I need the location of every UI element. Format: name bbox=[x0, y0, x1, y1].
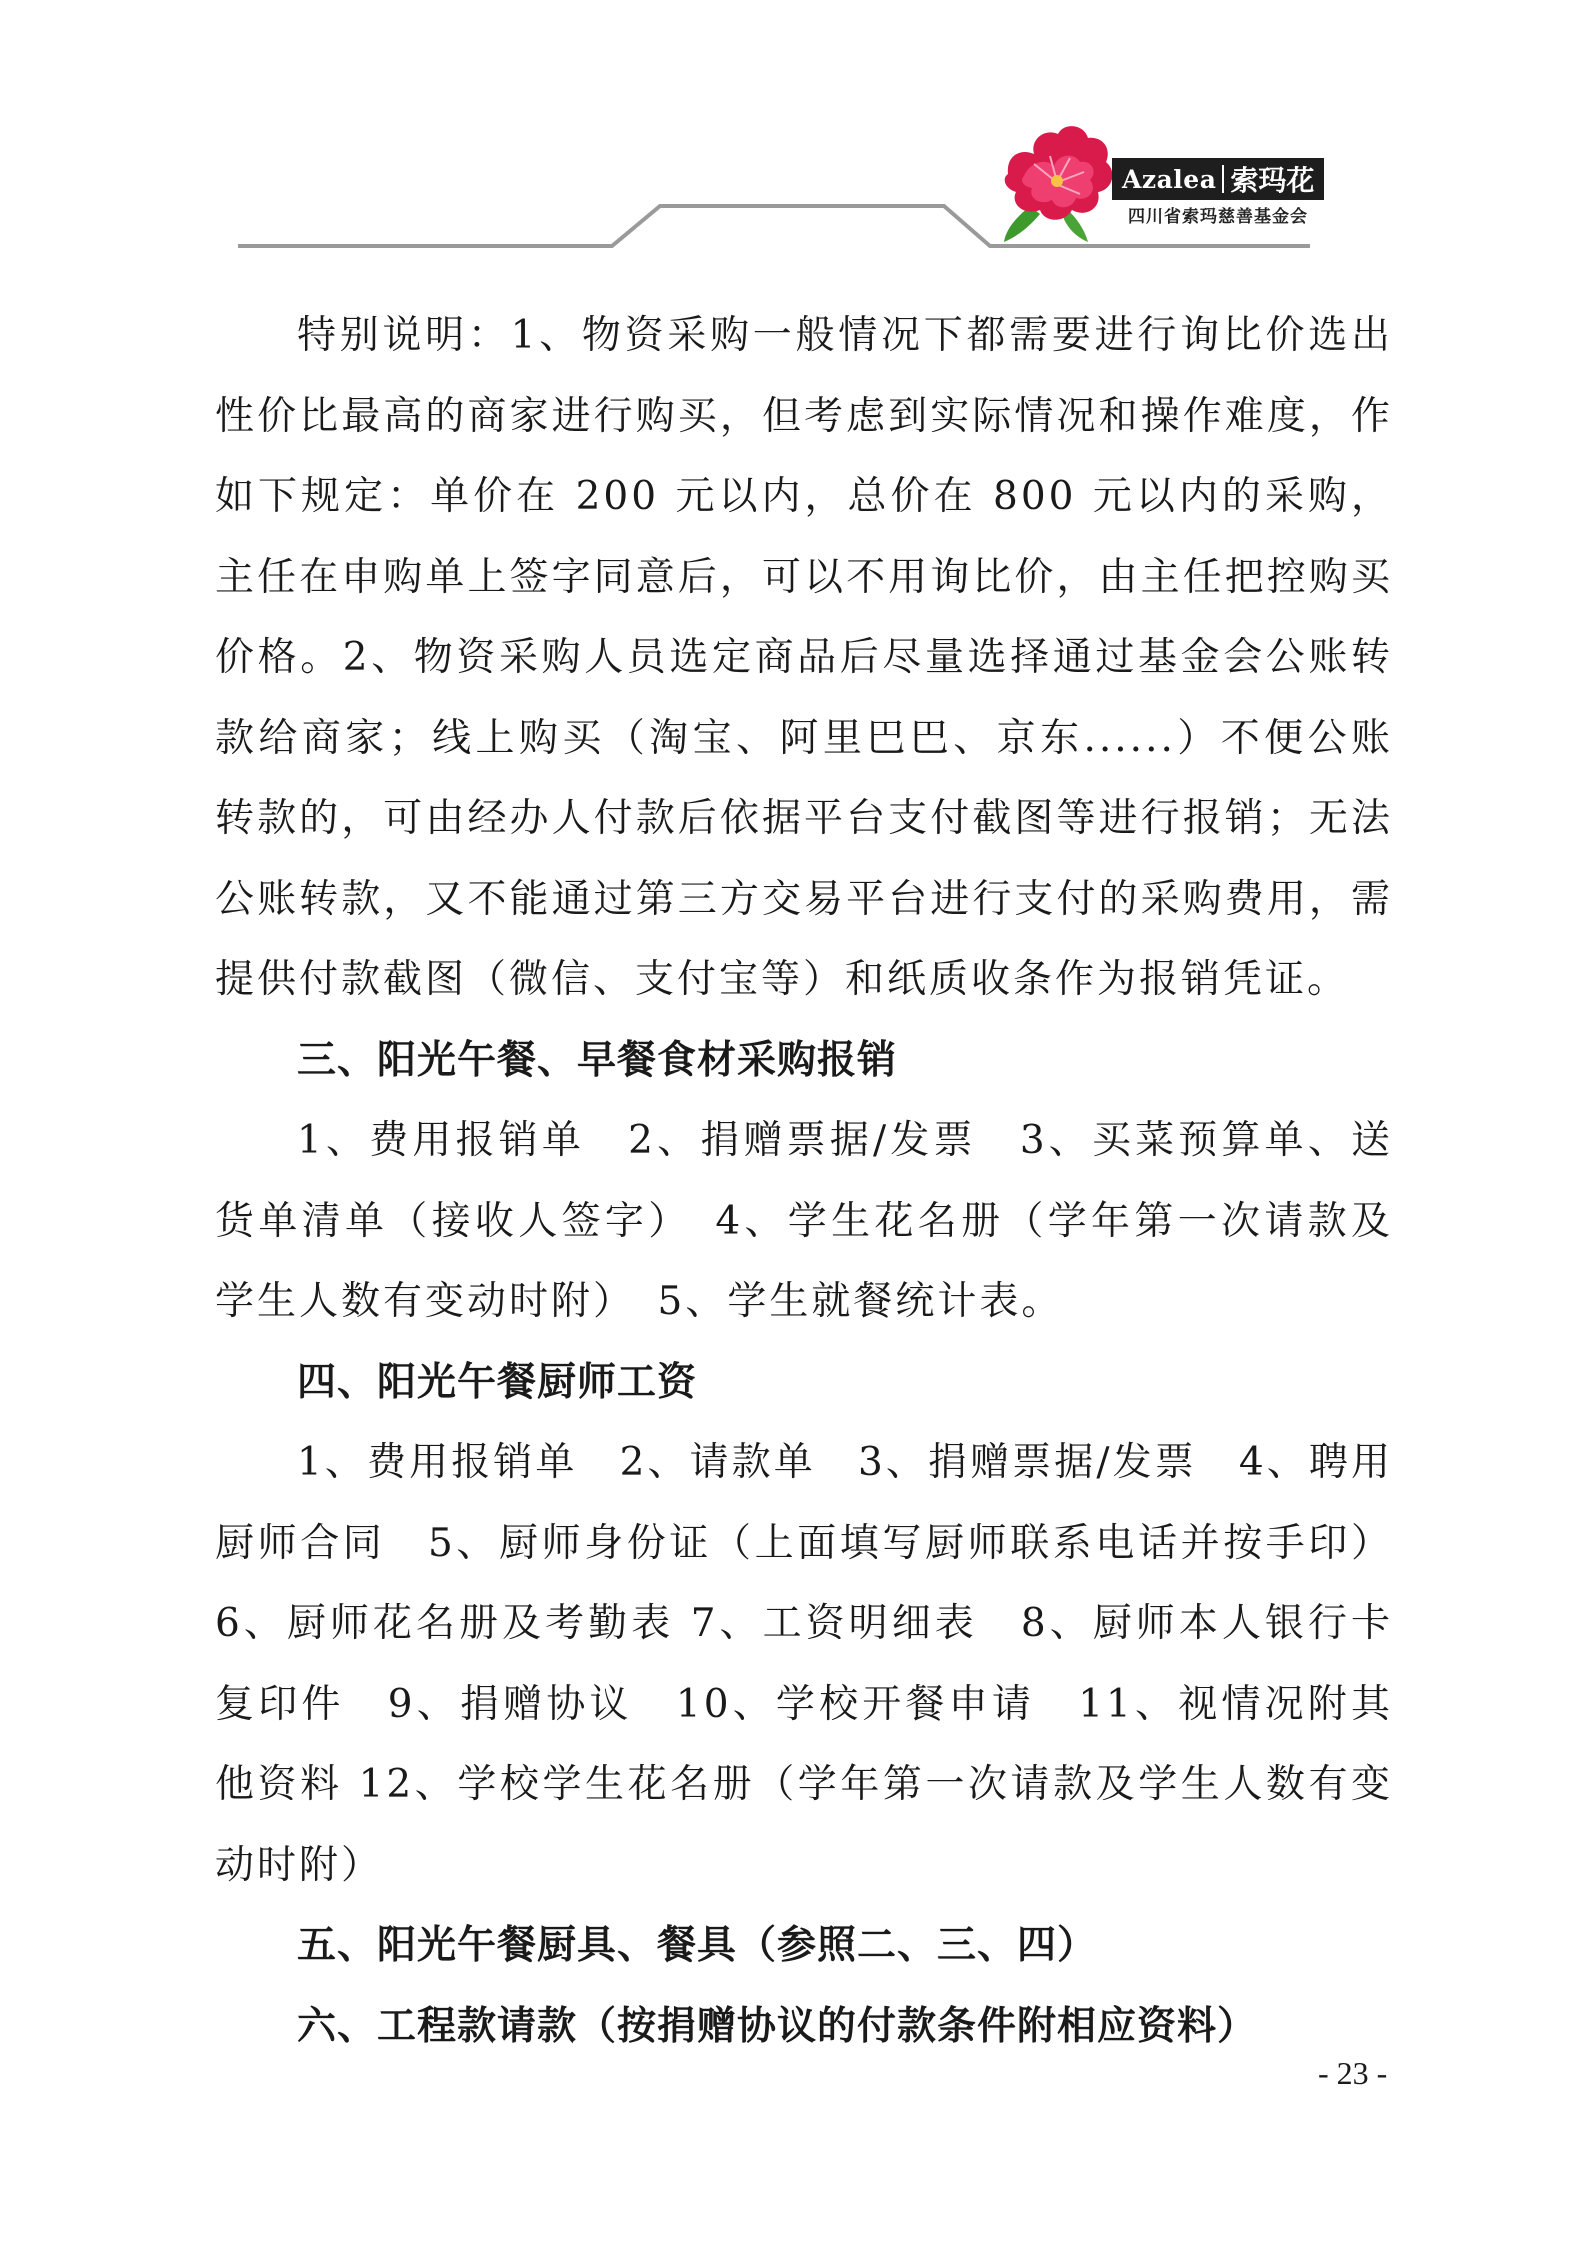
section-4-heading: 四、阳光午餐厨师工资 bbox=[297, 1359, 698, 1405]
header-rule bbox=[0, 0, 1587, 260]
section-3-items: 1、费用报销单 2、捐赠票据/发票 3、买菜预算单、送货单清单（接收人签字） 4、学生花名册（学年第一次请款及学生人数有变动时附） 5、学生就餐统计表。 bbox=[215, 1118, 1393, 1324]
header-logo bbox=[1000, 118, 1330, 246]
logo-english-name: Azalea bbox=[1122, 164, 1217, 194]
logo-subtitle: 四川省索玛慈善基金会 bbox=[1128, 207, 1308, 227]
azalea-flower-icon bbox=[1000, 118, 1120, 246]
logo-separator bbox=[1222, 165, 1224, 193]
section-6-heading: 六、工程款请款（按捐赠协议的付款条件附相应资料） bbox=[297, 2003, 1258, 2049]
section-5-heading: 五、阳光午餐厨具、餐具（参照二、三、四） bbox=[297, 1923, 1098, 1968]
section-3-heading: 三、阳光午餐、早餐食材采购报销 bbox=[297, 1037, 898, 1083]
page-number: - 23 - bbox=[1318, 2055, 1388, 2091]
special-note-paragraph: 特别说明：1、物资采购一般情况下都需要进行询比价选出性价比最高的商家进行购买，但考虑到实际情况和操作难度，作如下规定：单价在 200 元以内，总价在 800 元以内的采购，主任在申购单上签字同意后，可以不用询比价，由主任把控购买价格。2、物资采购人员选定商品后尽量选择通过基金会公账转款给商家；线上购买（淘宝、阿里巴巴、京东......）不便公账转款的，可由经办人付款后依据平台支付截图等进行报销；无法公账转款，又不能通过第三方交易平台进行支付的采购费用，需提供付款截图（微信、支付宝等）和纸质收条作为报销凭证。 bbox=[215, 313, 1393, 1002]
logo-badge bbox=[1112, 158, 1324, 200]
document-body bbox=[215, 296, 1393, 2067]
logo-chinese-name: 索玛花 bbox=[1230, 164, 1315, 197]
section-4-items: 1、费用报销单 2、请款单 3、捐赠票据/发票 4、聘用厨师合同 5、厨师身份证（上面填写厨师联系电话并按手印）6、厨师花名册及考勤表 7、工资明细表 8、厨师本人银行卡复印件 9、捐赠协议 10、学校开餐申请 11、视情况附其他资料 12、学校学生花名册（学年第一次请款及学生人数有变动时附） bbox=[215, 1440, 1393, 1888]
